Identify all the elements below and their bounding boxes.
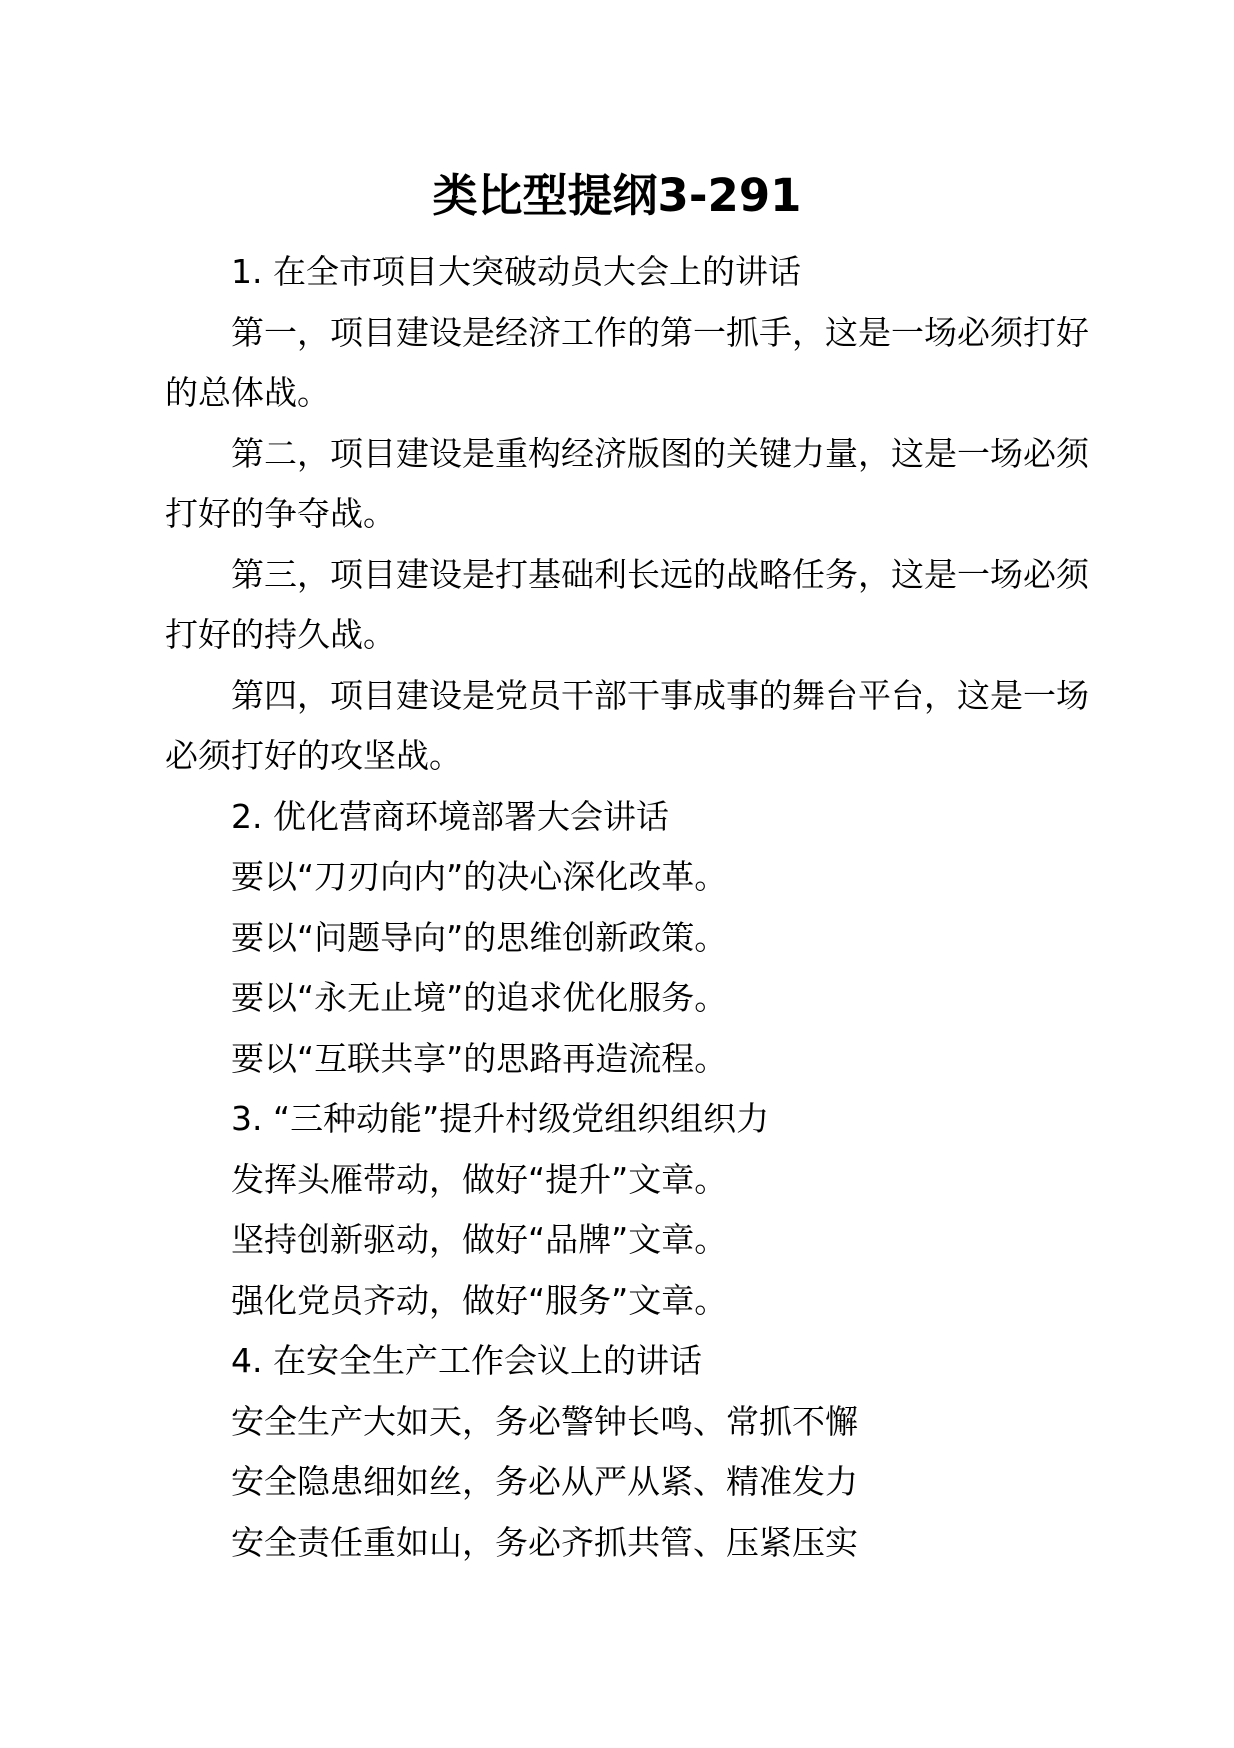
paragraph: 强化党员齐动，做好“服务”文章。 [231, 1280, 728, 1320]
paragraph: 要以“问题导向”的思维创新政策。 [231, 917, 728, 957]
document-title: 类比型提纲3-291 [432, 169, 802, 222]
document-body [165, 242, 1113, 1573]
section-heading-2: 2. 优化营商环境部署大会讲话 [231, 796, 669, 836]
paragraph: 第四，项目建设是党员干部干事成事的舞台平台，这是一场必须打好的攻坚战。 [165, 675, 1089, 775]
paragraph: 安全隐患细如丝，务必从严从紧、精准发力 [231, 1462, 858, 1501]
paragraph: 要以“刀刃向内”的决心深化改革。 [231, 857, 728, 896]
paragraph: 坚持创新驱动，做好“品牌”文章。 [231, 1220, 728, 1259]
paragraph: 发挥头雁带动，做好“提升”文章。 [231, 1159, 728, 1199]
paragraph: 第三，项目建设是打基础利长远的战略任务，这是一场必须打好的持久战。 [165, 554, 1089, 654]
section-heading-4: 4. 在安全生产工作会议上的讲话 [231, 1341, 702, 1380]
paragraph: 第二，项目建设是重构经济版图的关键力量，这是一场必须打好的争夺战。 [165, 433, 1089, 533]
paragraph: 安全责任重如山，务必齐抓共管、压紧压实 [231, 1522, 858, 1562]
section-heading-3: 3. “三种动能”提升村级党组织组织力 [231, 1099, 770, 1138]
paragraph: 第一，项目建设是经济工作的第一抓手，这是一场必须打好的总体战。 [165, 312, 1089, 412]
paragraph: 安全生产大如天，务必警钟长鸣、常抓不懈 [231, 1401, 858, 1441]
paragraph: 要以“永无止境”的追求优化服务。 [231, 978, 728, 1017]
paragraph: 要以“互联共享”的思路再造流程。 [231, 1038, 728, 1078]
section-heading-1: 1. 在全市项目大突破动员大会上的讲话 [231, 252, 801, 291]
